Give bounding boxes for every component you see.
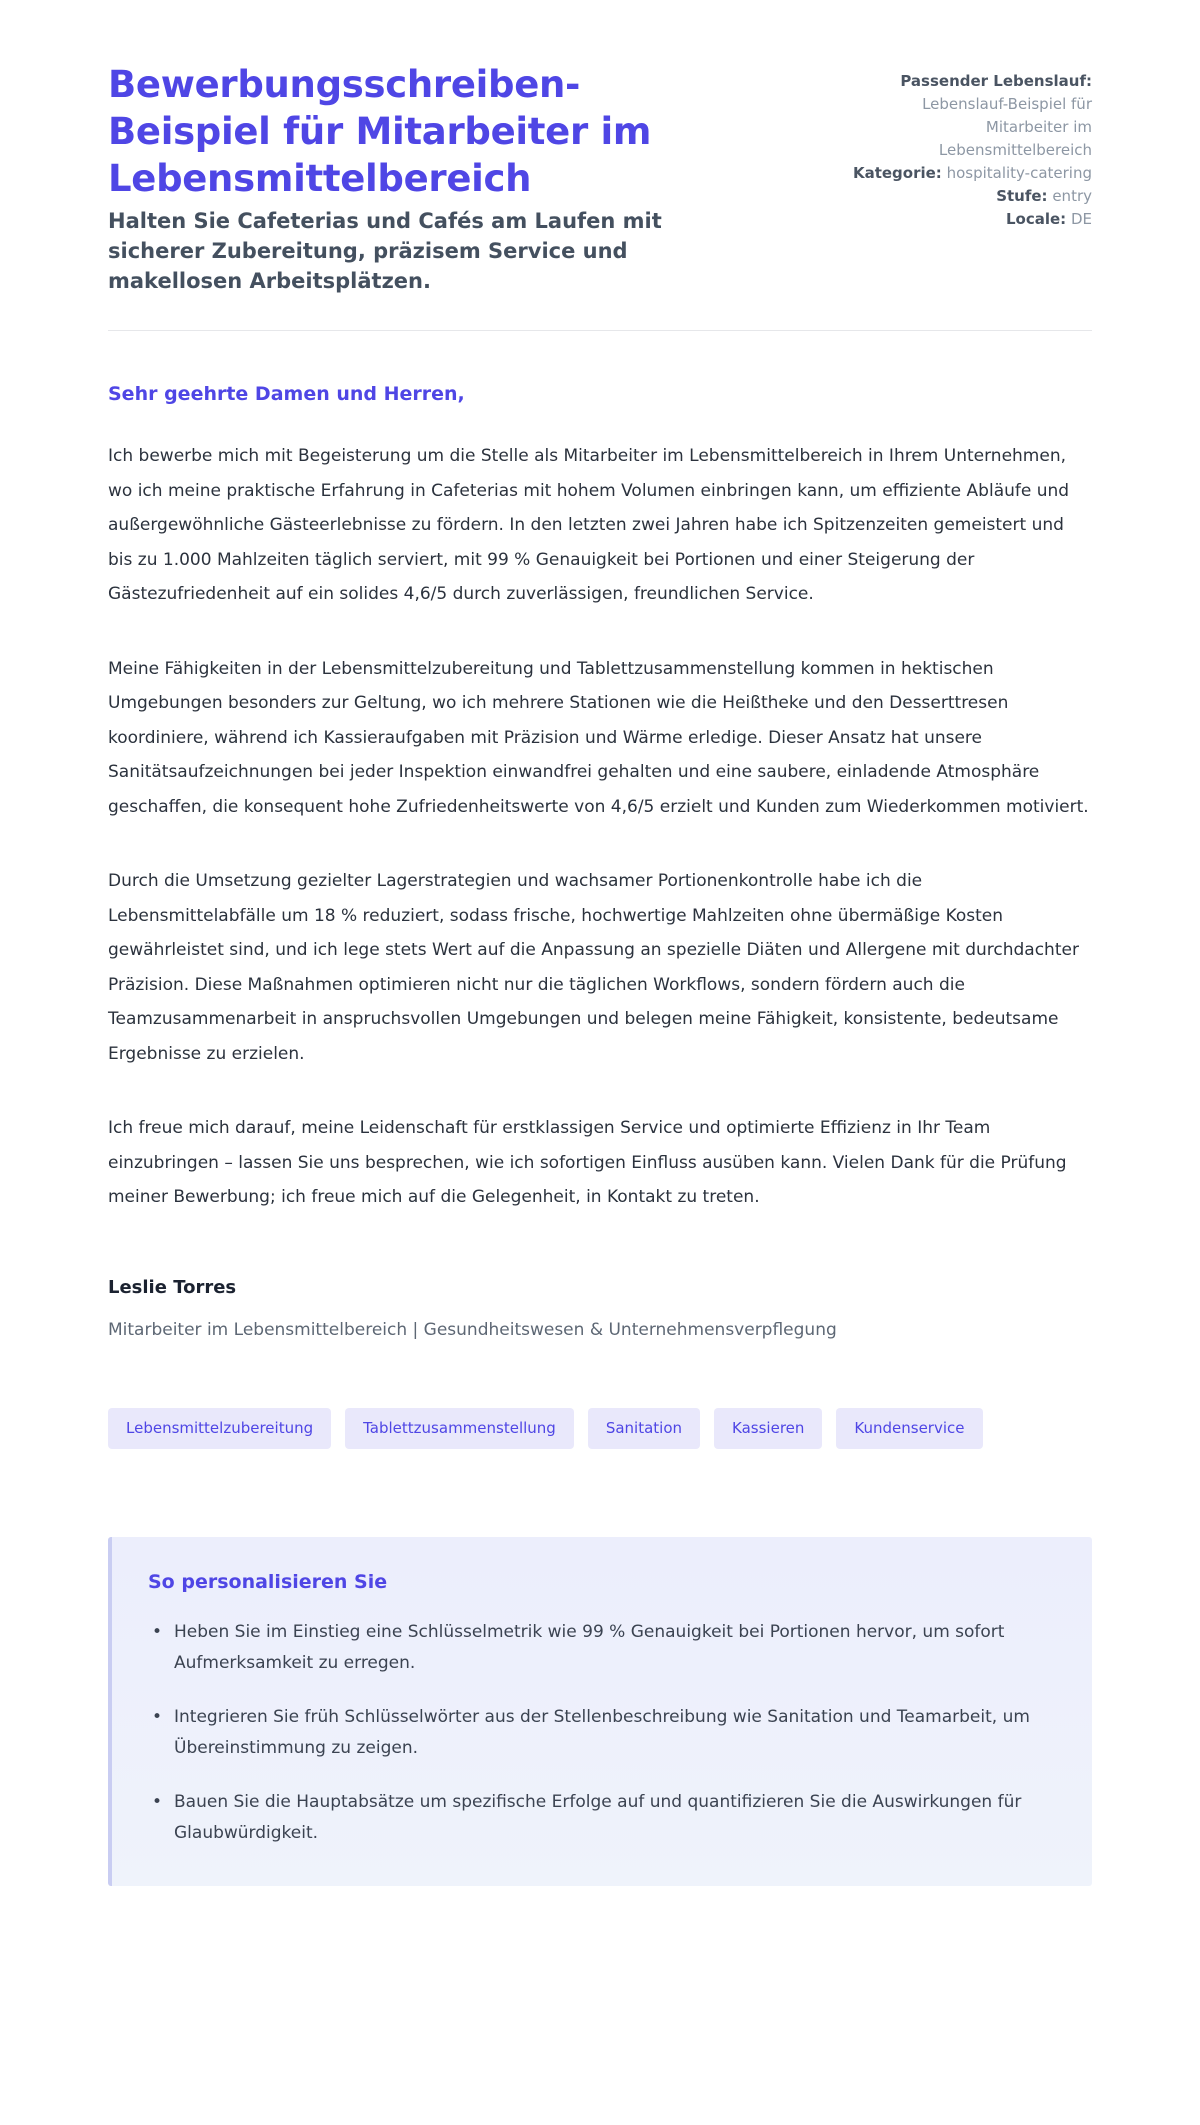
skill-chip-list	[108, 1408, 1092, 1449]
meta-matching-resume-value: Lebenslauf-Beispiel für Mitarbeiter im Lebensmittelbereich	[922, 94, 1092, 159]
meta-locale-value: DE	[1070, 209, 1092, 228]
meta-locale-label: Locale:	[1005, 209, 1067, 228]
skill-chip[interactable]: Lebensmittelzubereitung	[108, 1408, 331, 1449]
callout-tip-item: • Bauen Sie die Hauptabsätze um spezifische Erfolge auf und quantifizieren Sie die Auswirkungen für Glaubwürdigkeit.	[148, 1787, 1052, 1850]
page-title: Bewerbungsschreiben-Beispiel für Mitarbeiter im Lebensmittelbereich	[108, 63, 652, 200]
meta-locale	[837, 208, 1092, 231]
skill-chip[interactable]: Kassieren	[714, 1408, 822, 1449]
header-metadata	[837, 62, 1092, 231]
letter-body	[108, 331, 1092, 1215]
page-header	[108, 62, 1092, 296]
letter-salutation: Sehr geehrte Damen und Herren,	[108, 383, 465, 406]
signature-block	[108, 1277, 1092, 1340]
callout-tip-item: • Integrieren Sie früh Schlüsselwörter aus der Stellenbeschreibung wie Sanitation und Teamarbeit, um Übereinstimmung zu zeigen.	[148, 1702, 1052, 1765]
page-subtitle: Halten Sie Cafeterias und Cafés am Laufen mit sicherer Zubereitung, präzisem Service und makellosen Arbeitsplätzen.	[108, 208, 662, 293]
meta-matching-resume-label: Passender Lebenslauf:	[900, 72, 1092, 90]
personalization-callout	[108, 1537, 1092, 1886]
meta-matching-resume	[837, 70, 1092, 162]
skill-chip[interactable]: Tablettzusammenstellung	[345, 1408, 574, 1449]
callout-tip-list	[148, 1617, 1052, 1850]
letter-paragraphs	[108, 439, 1092, 1215]
callout-title: So personalisieren Sie	[148, 1570, 388, 1593]
meta-category-label: Kategorie:	[852, 163, 942, 182]
meta-category-value: hospitality-catering	[946, 163, 1092, 182]
letter-paragraph: Ich bewerbe mich mit Begeisterung um die Stelle als Mitarbeiter im Lebensmittelbereich in Ihrem Unternehmen, wo ich meine praktische Erfahrung in Cafeterias mit hohem Volumen einbringen kann, um effiziente Abläufe und außergewöhnliche Gästeerlebnisse zu fördern. In den letzten zwei Jahren habe ich Spitzenzeiten gemeistert und bis zu 1.000 Mahlzeiten täglich serviert, mit 99 % Genauigkeit bei Portionen und einer Steigerung der Gästezufriedenheit auf ein solides 4,6/5 durch zuverlässigen, freundlichen Service.	[108, 446, 1070, 605]
meta-category	[837, 162, 1092, 185]
signature-name: Leslie Torres	[108, 1276, 237, 1298]
letter-paragraph: Ich freue mich darauf, meine Leidenschaft für erstklassigen Service und optimierte Effizienz in Ihr Team einzubringen – lassen Sie uns besprechen, wie ich sofortigen Einfluss ausüben kann. Vielen Dank für die Prüfung meiner Bewerbung; ich freue mich auf die Gelegenheit, in Kontakt zu treten.	[108, 1118, 1067, 1208]
skill-chip[interactable]: Kundenservice	[836, 1408, 982, 1449]
meta-level-value: entry	[1052, 186, 1092, 205]
skill-chip[interactable]: Sanitation	[588, 1408, 700, 1449]
callout-tip-item: • Heben Sie im Einstieg eine Schlüsselmetrik wie 99 % Genauigkeit bei Portionen hervor, um sofort Aufmerksamkeit zu erregen.	[148, 1617, 1052, 1680]
letter-paragraph: Durch die Umsetzung gezielter Lagerstrategien und wachsamer Portionenkontrolle habe ich die Lebensmittelabfälle um 18 % reduziert, sodass frische, hochwertige Mahlzeiten ohne übermäßige Kosten gewährleistet sind, und ich lege stets Wert auf die Anpassung an spezielle Diäten und Allergene mit durchdachter Präzision. Diese Maßnahmen optimieren nicht nur die täglichen Workflows, sondern fördern auch die Teamzusammenarbeit in anspruchsvollen Umgebungen und belegen meine Fähigkeit, konsistente, bedeutsame Ergebnisse zu erzielen.	[108, 871, 1079, 1064]
letter-paragraph: Meine Fähigkeiten in der Lebensmittelzubereitung und Tablettzusammenstellung kommen in hektischen Umgebungen besonders zur Geltung, wo ich mehrere Stationen wie die Heißtheke und den Desserttresen koordiniere, während ich Kassieraufgaben mit Präzision und Wärme erledige. Dieser Ansatz hat unsere Sanitätsaufzeichnungen bei jeder Inspektion einwandfrei gehalten und eine saubere, einladende Atmosphäre geschaffen, die konsequent hohe Zufriedenheitswerte von 4,6/5 erzielt und Kunden zum Wiederkommen motiviert.	[108, 658, 1089, 817]
meta-level-label: Stufe:	[996, 186, 1048, 205]
signature-role: Mitarbeiter im Lebensmittelbereich | Gesundheitswesen & Unternehmensverpflegung	[108, 1319, 837, 1340]
header-title-block	[108, 62, 728, 296]
meta-level	[837, 185, 1092, 208]
